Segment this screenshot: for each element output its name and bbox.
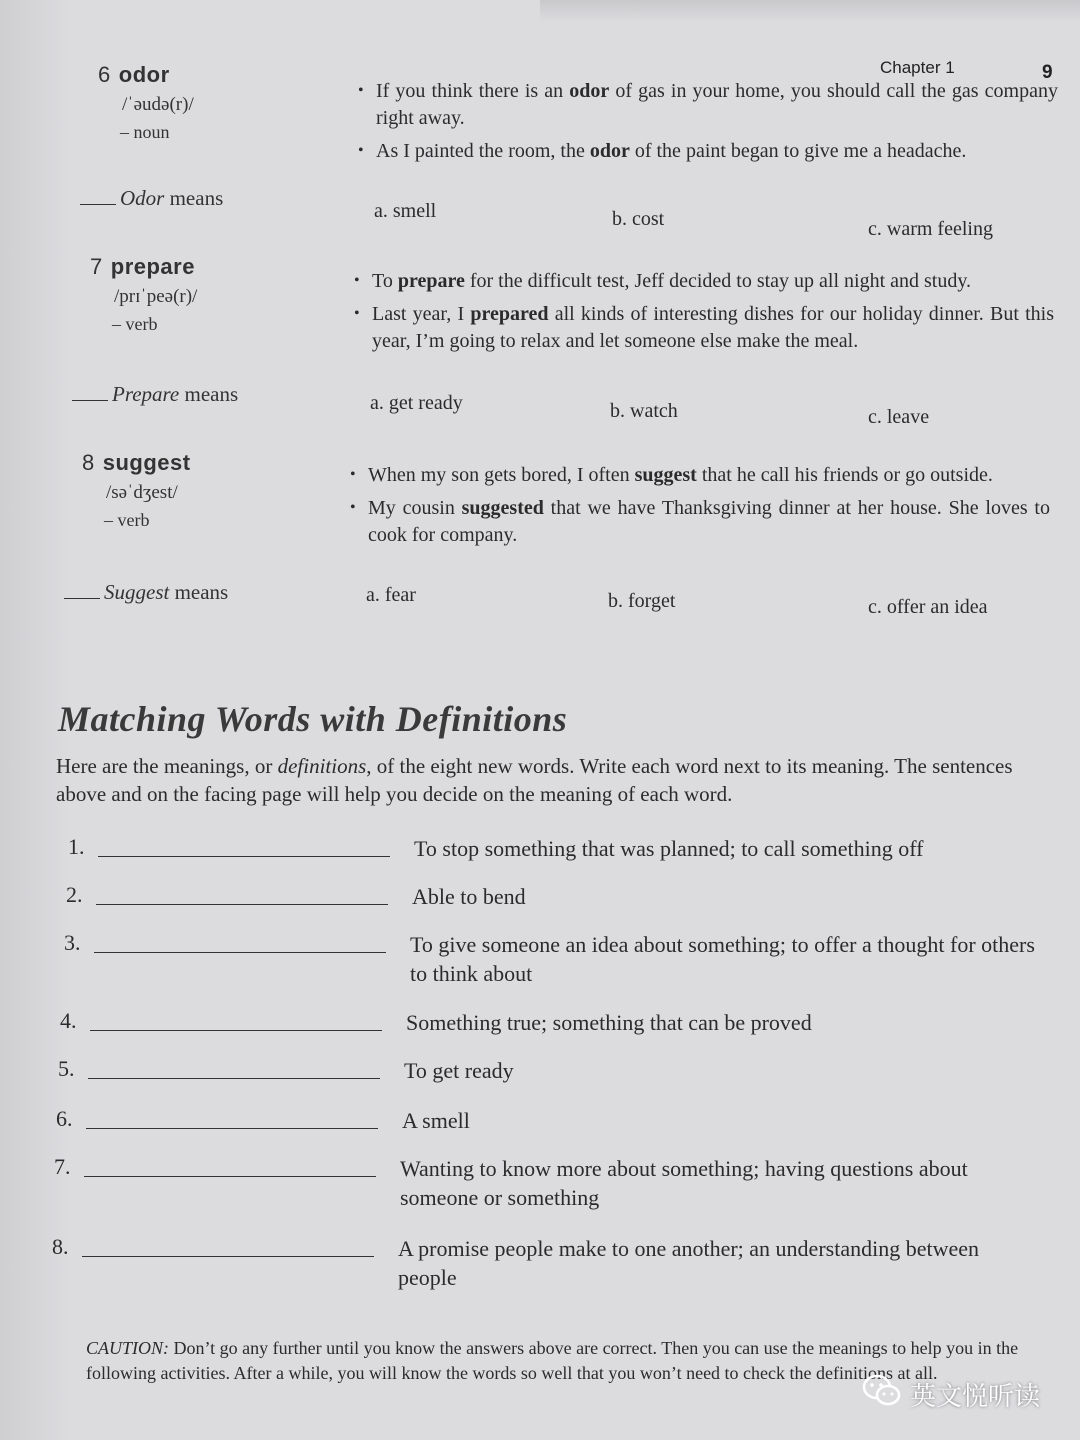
answer-blank[interactable] bbox=[80, 204, 116, 205]
example-sentence: • If you think there is an odor of gas in your home, you should call the gas company right away. bbox=[358, 78, 1058, 132]
definition-number: 8. bbox=[52, 1234, 69, 1259]
definition-text: Able to bend bbox=[412, 884, 526, 909]
page-number: 9 bbox=[1042, 62, 1053, 83]
means-word: Prepare bbox=[112, 382, 180, 406]
definition-number: 4. bbox=[60, 1008, 77, 1033]
definition-number: 3. bbox=[64, 930, 81, 955]
choice-b: b. forget bbox=[608, 590, 676, 612]
definition-row bbox=[58, 1056, 1058, 1096]
section-intro: Here are the meanings, or definitions, of the eight new words. Write each word next to its meaning. The sentences above and on the facing page will help you decide on the meaning of each word. bbox=[56, 754, 1013, 806]
choice-b: b. cost bbox=[612, 208, 665, 230]
watermark bbox=[862, 1374, 1040, 1415]
entry-word: suggest bbox=[102, 450, 191, 475]
answer-line[interactable] bbox=[84, 1176, 376, 1177]
examples-prepare bbox=[354, 268, 1054, 361]
entry-number: 6 bbox=[98, 62, 111, 87]
definition-row bbox=[52, 1234, 1062, 1304]
definition-row bbox=[54, 1154, 1054, 1224]
means-suffix: means bbox=[164, 186, 224, 210]
example-sentence: • As I painted the room, the odor of the paint began to give me a headache. bbox=[358, 138, 1058, 165]
definition-text: To get ready bbox=[404, 1058, 514, 1083]
caution-text: Don’t go any further until you know the answers above are correct. Then you can use the meanings to help you in the following activities. After a while, you will know the words so well that you won’t need to check the definitions at all. bbox=[86, 1338, 1019, 1383]
answer-blank[interactable] bbox=[64, 598, 100, 599]
examples-odor bbox=[358, 78, 1058, 171]
vocab-entry-odor bbox=[98, 62, 194, 143]
definition-number: 1. bbox=[68, 834, 85, 859]
choice-a: a. fear bbox=[366, 584, 416, 606]
means-suffix: means bbox=[179, 382, 239, 406]
answer-line[interactable] bbox=[88, 1078, 380, 1079]
entry-heading bbox=[90, 254, 197, 280]
choice-c: c. leave bbox=[868, 406, 930, 428]
choice-b: b. watch bbox=[610, 400, 678, 422]
section-title: Matching Words with Definitions bbox=[58, 699, 568, 739]
definition-row bbox=[64, 930, 1064, 1000]
example-sentence: • To prepare for the difficult test, Jeff decided to stay up all night and study. bbox=[354, 268, 1054, 295]
entry-word: prepare bbox=[110, 254, 195, 279]
entry-word: odor bbox=[118, 62, 170, 87]
wechat-icon bbox=[862, 1374, 910, 1415]
means-prompt bbox=[72, 382, 238, 407]
choice-a: a. get ready bbox=[370, 392, 463, 414]
pronunciation: /səˈdʒest/ bbox=[106, 482, 178, 503]
definition-text: A smell bbox=[402, 1108, 470, 1133]
examples-suggest bbox=[350, 462, 1050, 555]
definition-text: Something true; something that can be proved bbox=[406, 1010, 812, 1035]
pronunciation: /prɪˈpeə(r)/ bbox=[114, 286, 198, 307]
part-of-speech: – verb bbox=[104, 510, 150, 530]
facing-page-edge bbox=[540, 0, 1080, 22]
answer-line[interactable] bbox=[96, 904, 388, 905]
definition-text: To give someone an idea about something; to offer a thought for others to think about bbox=[410, 932, 1035, 986]
means-word: Suggest bbox=[104, 580, 170, 604]
answer-line[interactable] bbox=[82, 1256, 374, 1257]
means-prompt bbox=[80, 186, 223, 211]
watermark-text: 英文悦听读 bbox=[910, 1382, 1041, 1412]
answer-line[interactable] bbox=[94, 952, 386, 953]
example-sentence: • When my son gets bored, I often suggest that he call his friends or go outside. bbox=[350, 462, 1050, 489]
chapter-label: Chapter 1 bbox=[880, 58, 955, 77]
definition-text: A promise people make to one another; an understanding between people bbox=[398, 1236, 979, 1290]
definition-row bbox=[56, 1106, 1056, 1146]
means-suffix: means bbox=[169, 580, 229, 604]
choice-c: c. offer an idea bbox=[868, 596, 988, 618]
means-word: Odor bbox=[120, 186, 165, 210]
choice-c: c. warm feeling bbox=[868, 218, 993, 240]
definition-row bbox=[66, 882, 1066, 922]
caution-label: CAUTION: bbox=[86, 1338, 170, 1358]
part-of-speech: – noun bbox=[120, 122, 170, 142]
entry-heading bbox=[82, 450, 191, 476]
example-sentence: • My cousin suggested that we have Thanksgiving dinner at her house. She loves to cook for company. bbox=[350, 495, 1050, 549]
vocab-entry-prepare bbox=[90, 254, 197, 335]
choice-a: a. smell bbox=[374, 200, 437, 222]
definition-text: Wanting to know more about something; having questions about someone or something bbox=[400, 1156, 968, 1210]
entry-number: 7 bbox=[90, 254, 103, 279]
example-sentence: • Last year, I prepared all kinds of interesting dishes for our holiday dinner. But this year, I’m going to relax and let someone else make the meal. bbox=[354, 301, 1054, 355]
answer-blank[interactable] bbox=[72, 400, 108, 401]
means-prompt bbox=[64, 580, 228, 605]
vocab-entry-suggest bbox=[82, 450, 191, 531]
definition-text: To stop something that was planned; to call something off bbox=[414, 836, 924, 861]
definition-number: 5. bbox=[58, 1056, 75, 1081]
definition-number: 2. bbox=[66, 882, 83, 907]
answer-line[interactable] bbox=[90, 1030, 382, 1031]
answer-line[interactable] bbox=[98, 856, 390, 857]
definition-number: 6. bbox=[56, 1106, 73, 1131]
definition-row bbox=[60, 1008, 1060, 1048]
definition-number: 7. bbox=[54, 1154, 71, 1179]
answer-line[interactable] bbox=[86, 1128, 378, 1129]
entry-heading bbox=[98, 62, 194, 88]
part-of-speech: – verb bbox=[112, 314, 158, 334]
pronunciation: /ˈəudə(r)/ bbox=[122, 94, 194, 115]
entry-number: 8 bbox=[82, 450, 95, 475]
